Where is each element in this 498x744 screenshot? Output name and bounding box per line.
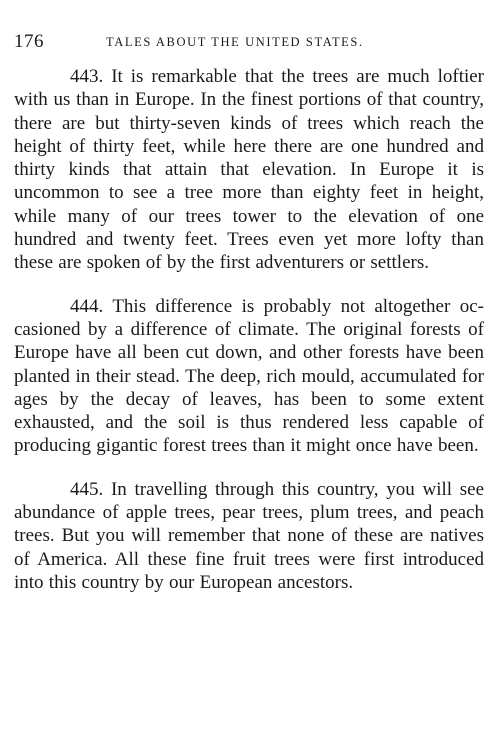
paragraph-number: 445.: [70, 478, 104, 500]
body-text: [14, 65, 484, 594]
paragraph-text: In travelling through this country, you will see abundance of apple trees, pear trees, plum trees, and peach trees. But you will remember that none of these are natives of America. All these fine fruit trees were first introduced into this country by our European ancestors.: [14, 478, 484, 593]
paragraph-443: [14, 65, 484, 275]
running-head: TALES ABOUT THE UNITED STATES.: [106, 35, 364, 49]
paragraph-445: [14, 478, 484, 594]
paragraph-number: 444.: [70, 295, 104, 317]
paragraph-number: 443.: [70, 66, 104, 87]
page-header: [14, 31, 484, 55]
page-number: 176: [14, 31, 44, 52]
paragraph-text: It is remarkable that the trees are much loftier with us than in Europe. In the finest portions of that country, there are but thirty-seven kinds of trees which reach the height of thirty feet, while here there are one hundred and thirty kinds that attain that elevation. In Europe it is uncommon to see a tree more than eighty feet in height, while many of our trees tower to the elevation of one hundred and twenty feet. Trees even yet more lofty than these are spoken of by the first adventurers or settlers.: [14, 66, 485, 274]
paragraph-444: [14, 295, 484, 458]
paragraph-text: This difference is probably not altogether occasioned by a difference of climate. The original forests of Europe have all been cut down, and other forests have been planted in their stead. The deep, rich mould, accumulated for ages by the decay of leaves, has been to some extent exhausted, and the soil is thus rendered less capable of producing gigantic forest trees than it might once have been.: [14, 295, 484, 457]
